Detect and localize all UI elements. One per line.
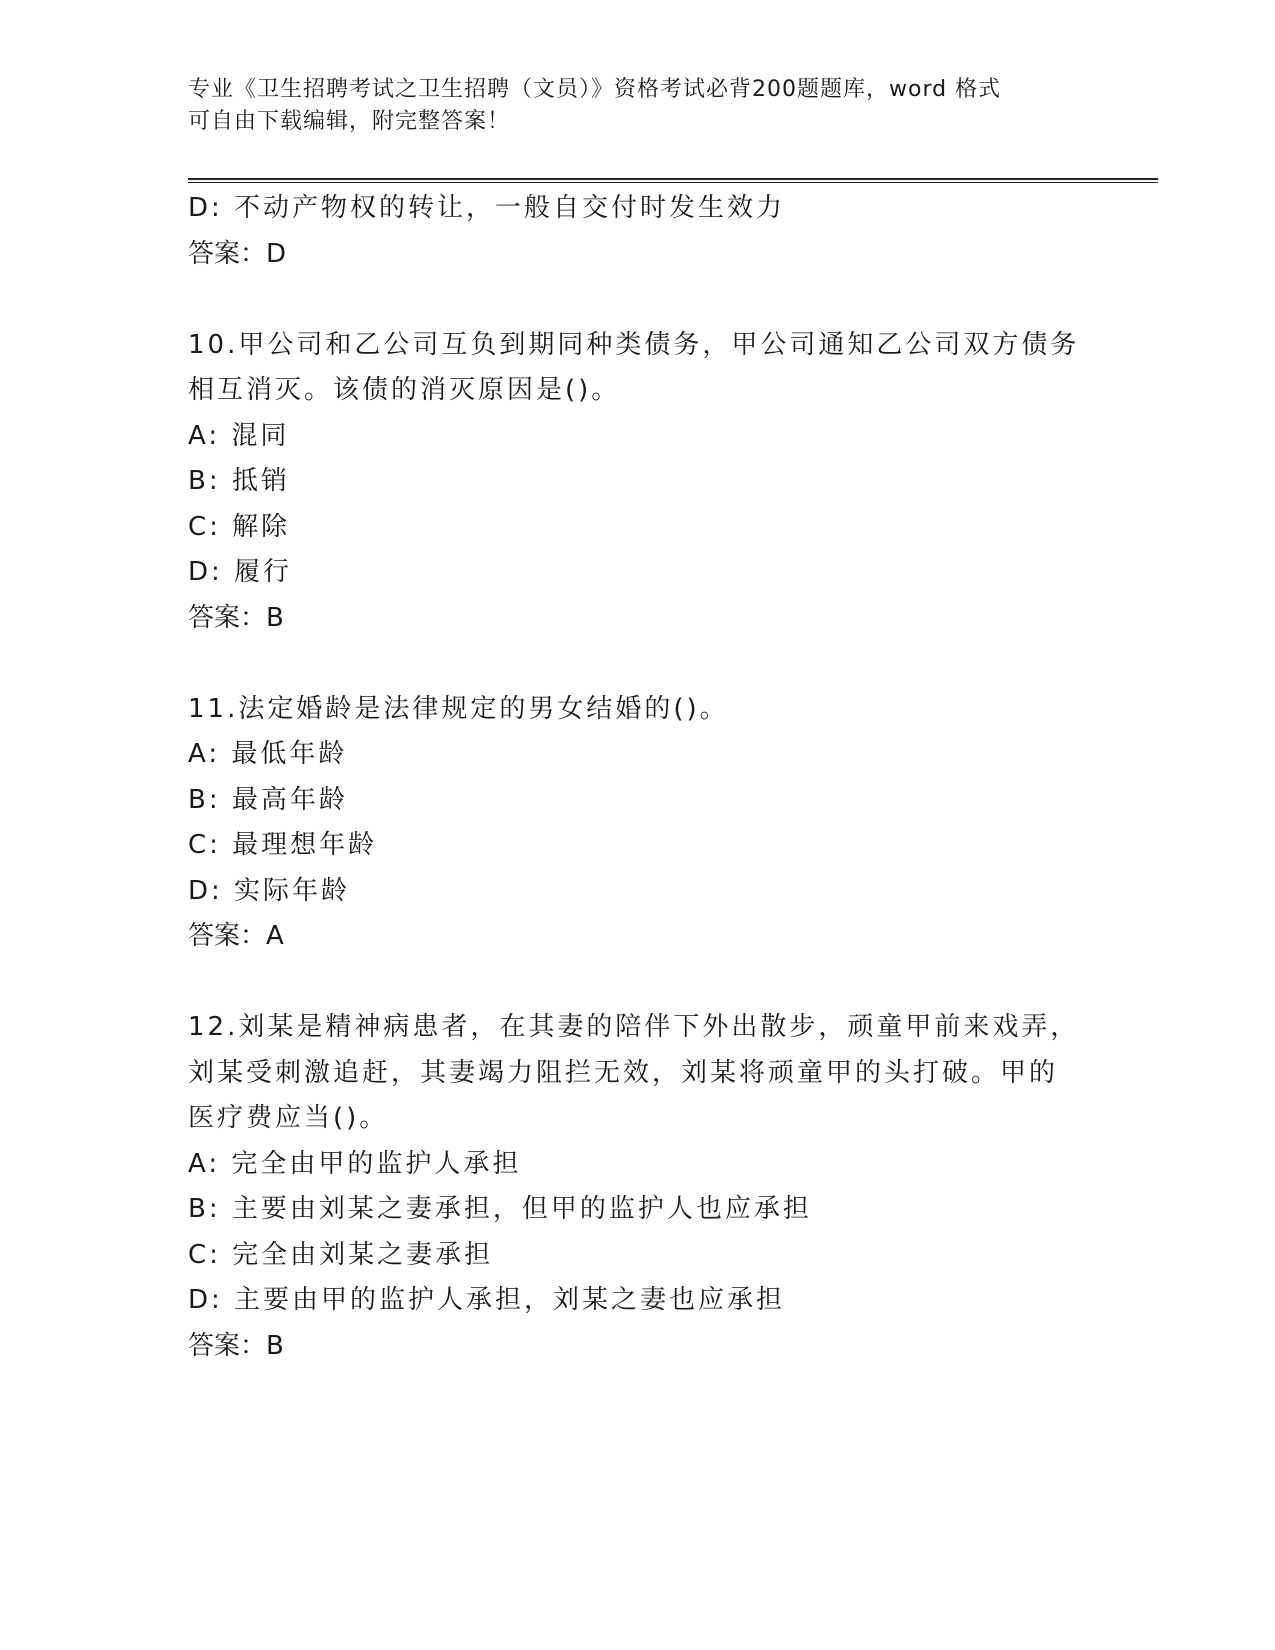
question-12 [188,1005,1108,1369]
option-d: D: 实际年龄 [188,875,351,906]
option-c: C: 最理想年龄 [188,830,378,860]
option-d: D: 履行 [188,557,293,587]
question-stem: 相互消灭。该债的消灭原因是()。 [188,375,621,405]
option-c: C: 解除 [188,511,291,542]
option-c: C: 完全由刘某之妻承担 [188,1239,494,1270]
question-stem: 10.甲公司和乙公司互负到期同种类债务，甲公司通知乙公司双方债务 [188,329,1080,360]
option-d: D: 主要由甲的监护人承担，刘某之妻也应承担 [188,1285,786,1315]
option-b: B: 主要由刘某之妻承担，但甲的监护人也应承担 [188,1194,812,1224]
header-title-line-2: 可自由下载编辑，附完整答案！ [188,109,511,134]
question-10 [188,323,1108,642]
option-a: A: 最低年龄 [188,739,348,769]
document-header [188,74,1088,138]
header-title-line-1: 专业《卫生招聘考试之卫生招聘（文员）》资格考试必背200题题库，word 格式 [188,77,1002,102]
question-spacer [188,641,1108,687]
question-stem: 12.刘某是精神病患者，在其妻的陪伴下外出散步，顽童甲前来戏弄， [188,1012,1080,1042]
question-stem: 刘某受刺激追赶，其妻竭力阻拦无效，刘某将顽童甲的头打破。甲的 [188,1057,1059,1088]
option-a: A: 完全由甲的监护人承担 [188,1148,522,1179]
option-b: B: 最高年龄 [188,784,348,815]
question-spacer [188,277,1108,323]
option-a: A: 混同 [188,420,290,451]
option-b: B: 抵销 [188,466,290,496]
question-list [188,186,1108,1369]
header-divider [188,178,1158,183]
answer-label: 答案：A [188,921,284,951]
question-9-tail [188,186,1108,277]
answer-label: 答案：B [188,602,284,633]
question-spacer [188,960,1108,1006]
question-stem: 医疗费应当()。 [188,1103,389,1133]
option-d: D: 不动产物权的转让，一般自交付时发生效力 [188,193,786,223]
question-11 [188,687,1108,960]
answer-label: 答案：B [188,1330,284,1361]
question-stem: 11.法定婚龄是法律规定的男女结婚的()。 [188,693,729,724]
answer-label: 答案：D [188,238,287,269]
